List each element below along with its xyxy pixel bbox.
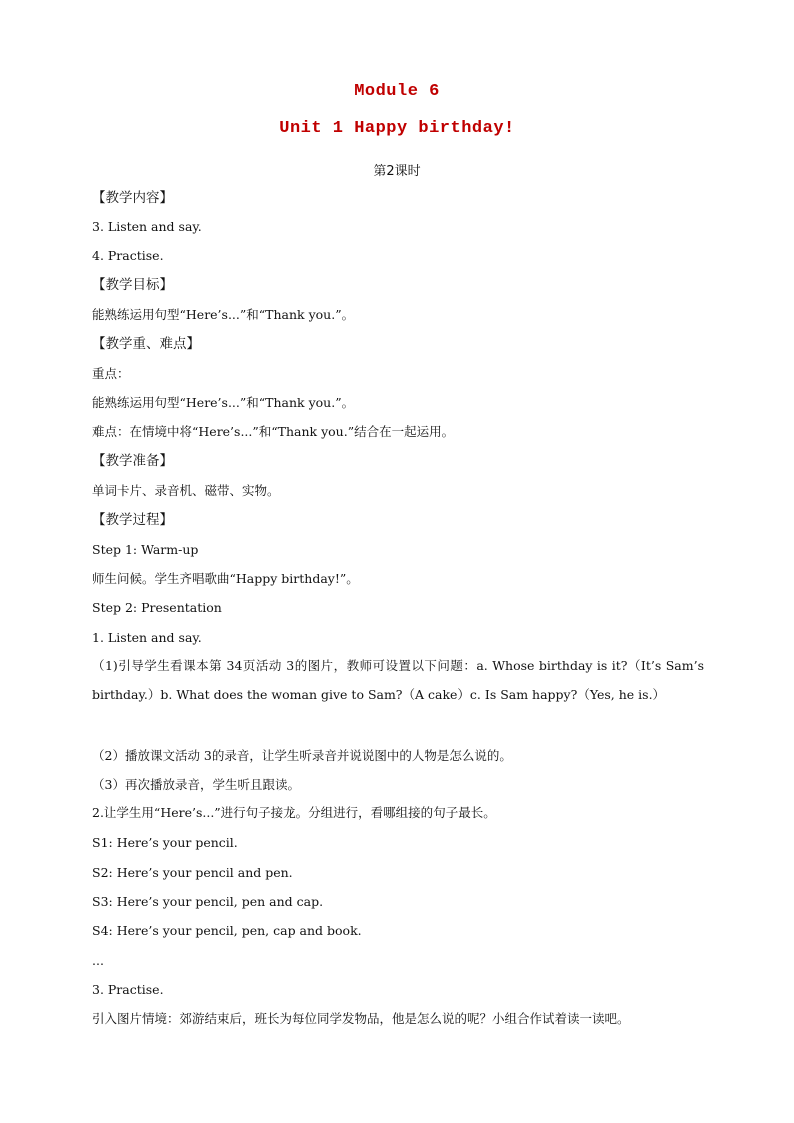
unit-title: Unit 1 Happy birthday! xyxy=(279,119,515,138)
section-heading-preparation: 【教学准备】 xyxy=(92,453,173,469)
module-title: Module 6 xyxy=(354,82,440,101)
section-heading-key-points: 【教学重、难点】 xyxy=(92,336,200,352)
listen-and-say-label: 1. Listen and say. xyxy=(92,630,202,645)
difficult-point-text: 难点：在情境中将“Here’s...”和“Thank you.”结合在一起运用。 xyxy=(92,424,455,439)
content-item-practise: 4. Practise. xyxy=(92,248,164,263)
sentence-s4: S4: Here’s your pencil, pen, cap and book. xyxy=(92,923,362,938)
section-heading-goals: 【教学目标】 xyxy=(92,277,173,293)
step-1-label: Step 1: Warm-up xyxy=(92,542,199,557)
goal-text: 能熟练运用句型“Here’s...”和“Thank you.”。 xyxy=(92,307,355,322)
step-2-label: Step 2: Presentation xyxy=(92,600,222,615)
content-item-listen: 3. Listen and say. xyxy=(92,219,202,234)
listen-and-say-instruction: （1)引导学生看课本第 34页活动 3的图片，教师可设置以下问题：a. Whose birthday is it?（It’s Sam’s birthday.）b. What does the woman give to Sam?（A cake）c. Is Sam happy?（Yes, he is.） xyxy=(92,658,704,702)
listen-and-say-repeat: （3）再次播放录音，学生听且跟读。 xyxy=(92,777,300,792)
practise-label: 3. Practise. xyxy=(92,982,164,997)
section-heading-content: 【教学内容】 xyxy=(92,190,173,206)
sentence-s3: S3: Here’s your pencil, pen and cap. xyxy=(92,894,324,909)
preparation-text: 单词卡片、录音机、磁带、实物。 xyxy=(92,483,280,498)
key-point-text: 能熟练运用句型“Here’s...”和“Thank you.”。 xyxy=(92,395,355,410)
step-1-text: 师生问候。学生齐唱歌曲“Happy birthday!”。 xyxy=(92,571,359,586)
listen-and-say-audio: （2）播放课文活动 3的录音，让学生听录音并说说图中的人物是怎么说的。 xyxy=(92,748,512,763)
practise-scenario-text: 引入图片情境：郊游结束后，班长为每位同学发物品，他是怎么说的呢？小组合作试着读一读吧。 xyxy=(92,1011,630,1026)
sentence-chain-instruction: 2.让学生用“Here’s...”进行句子接龙。分组进行，看哪组接的句子最长。 xyxy=(92,805,496,820)
sentence-s2: S2: Here’s your pencil and pen. xyxy=(92,865,293,880)
key-point-label: 重点： xyxy=(92,366,130,381)
sentence-s1: S1: Here’s your pencil. xyxy=(92,835,238,850)
lesson-label: 第2课时 xyxy=(373,164,421,179)
ellipsis: ... xyxy=(92,953,104,968)
section-heading-process: 【教学过程】 xyxy=(92,512,173,528)
